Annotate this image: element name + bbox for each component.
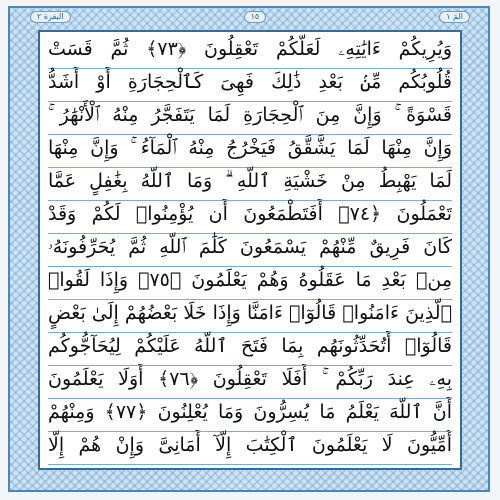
surah-name-label: البقرة ٢ <box>30 11 71 23</box>
verse-line: بِهِۦ عِندَ رَبِّكُمْ ۚ أَفَلَا تَعْقِلُونَ ﴿٧٦﴾ أَوَلَا يَعْلَمُونَ <box>48 364 452 399</box>
verse-line: كَانَ فَرِيقٌ مِّنْهُمْ يَسْمَعُونَ كَلَٰمَ ٱللَّهِ ثُمَّ يُحَرِّفُونَهُۥ <box>48 232 452 267</box>
verse-line: وَيُرِيكُمْ ءَايَٰتِهِۦ لَعَلَّكُمْ تَعْقِلُونَ ﴿٧٣﴾ ثُمَّ قَسَتْ <box>48 34 452 69</box>
juz-label: الٓمٓ ١ <box>439 11 470 23</box>
verse-line: لَمَا يَهْبِطُ مِنْ خَشْيَةِ ٱللَّهِ ۗ وَمَا ٱللَّهُ بِغَٰفِلٍ عَمَّا <box>48 166 452 201</box>
page-header <box>30 10 470 24</box>
verse-line: قَسْوَةً ۚ وَإِنَّ مِنَ ٱلْحِجَارَةِ لَمَا يَتَفَجَّرُ مِنْهُ ٱلْأَنْهَٰرُ ۚ <box>48 100 452 135</box>
verse-line: وَإِنَّ مِنْهَا لَمَا يَشَّقَّقُ فَيَخْرُجُ مِنْهُ ٱلْمَآءُ ۚ وَإِنَّ مِنْهَا <box>48 133 452 168</box>
verse-line: قُلُوبُكُم مِّنۢ بَعْدِ ذَٰلِكَ فَهِىَ كَٱلْحِجَارَةِ أَوْ أَشَدُّ <box>48 67 452 102</box>
verse-line: ٱلَّذِينَ ءَامَنُوا۟ قَالُوٓا۟ ءَامَنَّا وَإِذَا خَلَا بَعْضُهُمْ إِلَىٰ بَعْضٍ <box>48 298 452 333</box>
verse-line: تَعْمَلُونَ ﴿٧٤﴾ أَفَتَطْمَعُونَ أَن يُؤْمِنُوا۟ لَكُمْ وَقَدْ <box>48 199 452 234</box>
verse-line: مِنۢ بَعْدِ مَا عَقَلُوهُ وَهُمْ يَعْلَمُونَ ﴿٧٥﴾ وَإِذَا لَقُوا۟ <box>48 265 452 300</box>
page-number: ١٥ <box>244 11 267 23</box>
verse-line: أَنَّ ٱللَّهَ يَعْلَمُ مَا يُسِرُّونَ وَمَا يُعْلِنُونَ ﴿٧٧﴾ وَمِنْهُمْ <box>48 397 452 432</box>
verse-text-panel <box>38 30 462 470</box>
verse-line: قَالُوٓا۟ أَتُحَدِّثُونَهُم بِمَا فَتَحَ ٱللَّهُ عَلَيْكُمْ لِيُحَآجُّوكُم <box>48 331 452 366</box>
verse-line: أُمِّيُّونَ لَا يَعْلَمُونَ ٱلْكِتَٰبَ إِلَّآ أَمَانِىَّ وَإِنْ هُمْ إِلَّا <box>48 430 452 465</box>
